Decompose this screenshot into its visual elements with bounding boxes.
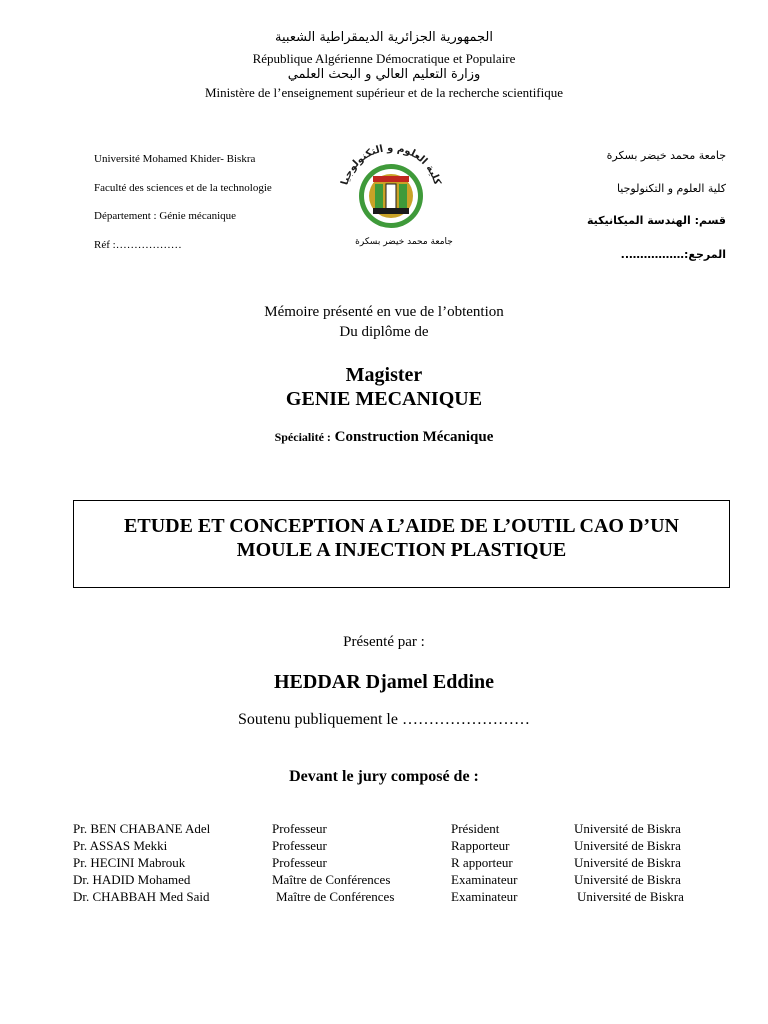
faculty-name-arabic: كلية العلوم و التكنولوجيا [616,182,726,195]
reference-field: Réf :……………… [94,239,182,251]
degree-field: GENIE MECANIQUE [285,388,483,410]
department-name-arabic: قسم: الهندسة الميكانيكية [586,214,726,227]
jury-member-institution: Université de Biskra [574,821,681,836]
jury-heading: Devant le jury composé de : [289,768,479,785]
jury-member-name: Pr. BEN CHABANE Adel [73,821,211,836]
jury-member-name: Pr. ASSAS Mekki [73,838,168,853]
defense-date: Soutenu publiquement le …………………… [238,711,530,728]
jury-row [0,872,768,889]
reference-field-arabic: المرجع:…………….. [620,248,726,261]
header-arabic-ministry: وزارة التعليم العالي و البحث العلمي [287,67,481,82]
jury-member-institution: Université de Biskra [574,872,681,887]
jury-member-role: R apporteur [451,855,513,870]
jury-member-name: Pr. HECINI Mabrouk [73,855,186,870]
jury-member-institution: Université de Biskra [574,855,681,870]
jury-member-institution: Université de Biskra [574,838,681,853]
jury-member-name: Dr. HADID Mohamed [73,872,191,887]
specialty-label: Spécialité : [274,430,331,444]
jury-member-rank: Professeur [272,821,327,836]
thesis-title-line-2: MOULE A INJECTION PLASTIQUE [236,539,567,561]
university-logo [336,134,446,234]
degree-name: Magister [345,364,423,386]
header-republic: République Algérienne Démocratique et Populaire [252,51,516,66]
jury-member-rank: Maître de Conférences [276,889,395,904]
thesis-title-line-1: ETUDE ET CONCEPTION A L’AIDE DE L’OUTIL CAO D’UN [124,515,679,537]
university-name: Université Mohamed Khider- Biskra [94,153,256,165]
presented-by-label: Présenté par : [343,634,425,650]
jury-row [0,855,768,872]
jury-member-name: Dr. CHABBAH Med Said [73,889,210,904]
department-name: Département : Génie mécanique [94,210,237,222]
specialty-value: Construction Mécanique [334,429,494,445]
jury-row [0,838,768,855]
jury-member-role: Examinateur [451,872,518,887]
jury-member-role: Examinateur [451,889,518,904]
jury-row [0,821,768,838]
university-name-arabic: جامعة محمد خيضر بسكرة [606,149,726,162]
logo-arc-text: كلية العلوم و التكنولوجيا [339,142,443,187]
jury-row [0,889,768,906]
specialty-line [0,429,768,446]
jury-member-institution: Université de Biskra [577,889,684,904]
university-emblem-icon [336,134,446,234]
jury-member-rank: Professeur [272,838,327,853]
author-name: HEDDAR Djamel Eddine [273,671,494,693]
jury-member-rank: Professeur [272,855,327,870]
jury-member-role: Rapporteur [451,838,510,853]
thesis-title-box [73,500,730,588]
header-ministry: Ministère de l’enseignement supérieur et de la recherche scientifique [204,85,564,100]
memoire-line-1: Mémoire présenté en vue de l’obtention [264,304,504,320]
faculty-name: Faculté des sciences et de la technologie [94,182,272,194]
thesis-title [74,514,729,562]
header-arabic-republic: الجمهورية الجزائرية الديمقراطية الشعبية [275,30,493,45]
jury-member-role: Président [451,821,500,836]
jury-member-rank: Maître de Conférences [272,872,391,887]
logo-caption: جامعة محمد خيضر بسكرة [355,237,453,247]
memoire-line-2: Du diplôme de [339,324,429,340]
